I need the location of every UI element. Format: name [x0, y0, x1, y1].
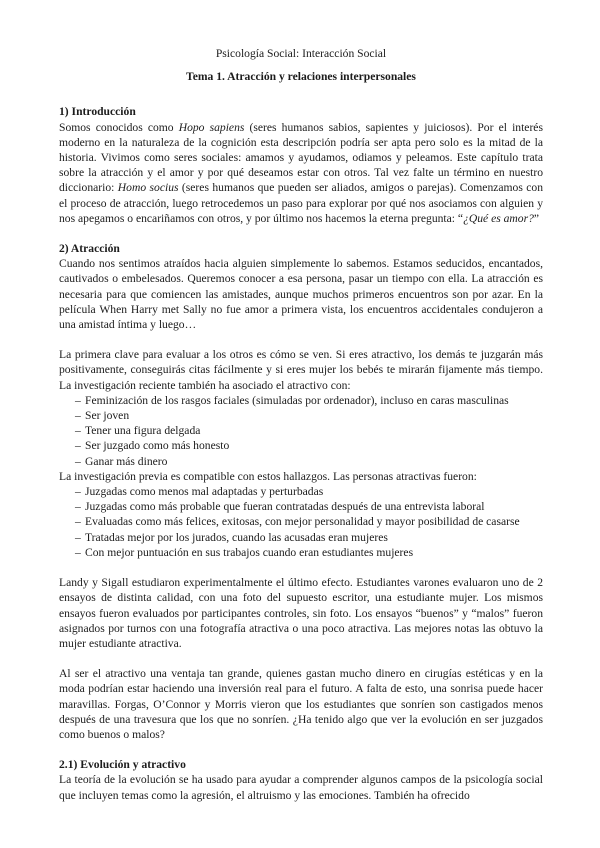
atraccion-paragraph-4: Landy y Sigall estudiaron experimentalmente el último efecto. Estudiantes varones evaluaron uno de 2 ensayos de distinta calidad, con una foto del supuesto escritor, una estudiante mujer. Los mismos ensayos fueron evaluados por participantes controles, sin foto. Los ensayos “buenos” y “malos” fueron asignados por turnos con una fotografía atractiva o una poco atractiva. Las mejores notas las obtuvo la mujer estudiante atractiva. [59, 576, 543, 650]
section-heading-atraccion: 2) Atracción [59, 242, 120, 256]
term-homo-socius: Homo socius [117, 181, 179, 195]
section-heading-evolucion: 2.1) Evolución y atractivo [59, 758, 186, 772]
list-item: – Juzgadas como menos mal adaptadas y perturbadas [75, 484, 543, 499]
atraccion-paragraph-2: La primera clave para evaluar a los otros es cómo se ven. Si eres atractivo, los demás te juzgarán más positivamente, conseguirás citas fácilmente y si eres mujer los bebés te mirarán fijamente más tiempo. La investigación reciente también ha asociado el atractivo con: [59, 348, 543, 392]
list-item: – Ser joven [75, 408, 543, 423]
atractivo-associations-list [59, 393, 543, 469]
document-page [59, 46, 543, 803]
section-heading-introduccion: 1) Introducción [59, 105, 136, 119]
atraccion-paragraph-3: La investigación previa es compatible con estos hallazgos. Las personas atractivas fueron: [59, 469, 477, 483]
list-item: – Tener una figura delgada [75, 423, 543, 438]
list-item: – Tratadas mejor por los jurados, cuando las acusadas eran mujeres [75, 530, 543, 545]
list-item: – Ganar más dinero [75, 454, 543, 469]
course-title: Psicología Social: Interacción Social [215, 47, 387, 60]
evolucion-paragraph-1: La teoría de la evolución se ha usado para ayudar a comprender algunos campos de la psicología social que incluyen temas como la agresión, el altruismo y las emociones. También ha ofrecido [59, 773, 543, 802]
list-item: – Feminización de los rasgos faciales (simuladas por ordenador), incluso en caras masculinas [75, 393, 543, 408]
list-item: – Con mejor puntuación en sus trabajos cuando eran estudiantes mujeres [75, 545, 543, 560]
atraccion-paragraph-1: Cuando nos sentimos atraídos hacia alguien simplemente lo sabemos. Estamos seducidos, encantados, cautivados o embelesados. Queremos conocer a esa persona, pasar un tiempo con ella. La atracción es necesaria para que comiencen las amistades, aunque muchos primeros encuentros son por azar. En la película When Harry met Sally no fue amor a primera vista, los encuentros accidentales condujeron a una amistad íntima y luego… [59, 257, 543, 332]
topic-title: Tema 1. Atracción y relaciones interpersonales [186, 70, 416, 84]
list-item: – Juzgadas como más probable que fueran contratadas después de una entrevista laboral [75, 499, 543, 514]
term-hopo-sapiens: Hopo sapiens [178, 120, 245, 134]
atraccion-paragraph-5: Al ser el atractivo una ventaja tan grande, quienes gastan mucho dinero en cirugías estéticas y en la moda podrían estar haciendo una inversión real para el futuro. A falta de esto, una sonrisa puede hacer maravillas. Forgas, O’Connor y Morris vieron que los estudiantes que sonríen son castigados menos después de una travesura que los que no sonríen. ¿Ha tenido algo que ver la evolución en ser juzgados como buenos o malos? [59, 667, 543, 741]
list-item: – Ser juzgado como más honesto [75, 438, 543, 453]
intro-paragraph: Somos conocidos como Hopo sapiens (seres humanos sabios, sapientes y juiciosos). Por el interés moderno en la naturaleza de la cognición esta descripción podría ser apta pero solo es la mitad de la historia. Vivimos como seres sociales: amamos y ayudamos, odiamos y peleamos. Este capítulo trata sobre la atracción y el amor y por qué deseamos estar con otros. Tal vez falte un término en nuestro diccionario: Homo socius (seres humanos que pueden ser aliados, amigos o parejas). Comenzamos con el proceso de atracción, luego retrocedemos un paso para explorar por qué nos asociamos con alguien y nos apegamos o encariñamos con otros, y por último nos hacemos la eterna pregunta: “¿Qué es amor?” [59, 120, 543, 225]
list-item: – Evaluadas como más felices, exitosas, con mejor personalidad y mayor posibilidad de casarse [75, 514, 543, 529]
question-que-es-amor: ¿Qué es amor? [463, 211, 534, 225]
attractive-people-findings-list [59, 484, 543, 560]
